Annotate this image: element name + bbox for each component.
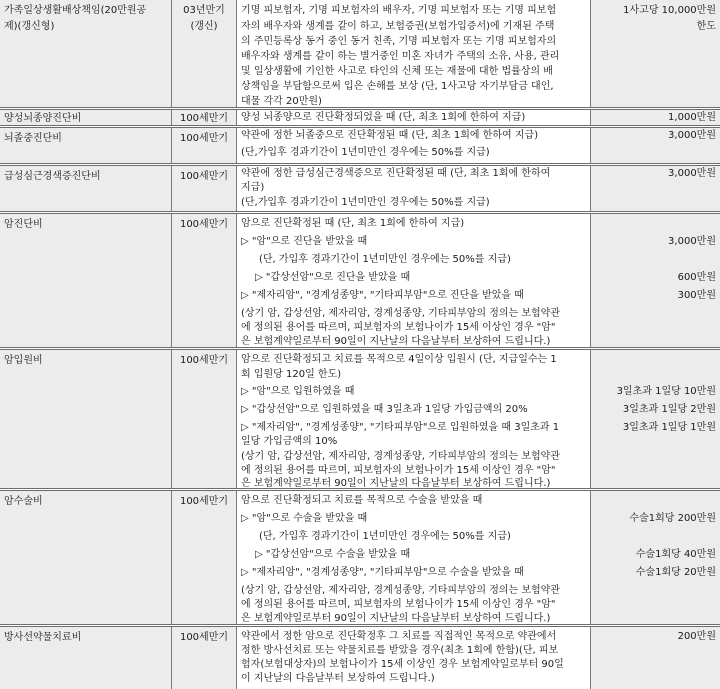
description-line: (상기 암, 갑상선암, 제자리암, 경계성종양, 기타피부암의 정의는 보험약관	[241, 451, 561, 462]
amount-cell	[591, 350, 720, 488]
description-line: 대물 각각 20만원)	[241, 96, 322, 107]
description-line: (단,가입후 경과기간이 1년미만인 경우에는 50%를 지급)	[241, 147, 490, 158]
amount-cell	[591, 166, 720, 211]
description-line: ▷ "암"으로 입원하였을 때	[241, 386, 355, 397]
period: 100세만기	[179, 496, 229, 507]
period-cell	[172, 491, 236, 624]
description-line: 상책임을 부담함으로써 입은 손해를 보상 (단, 1사고당 자기부담금 대인,	[241, 81, 554, 92]
amount: 3일초과 1일당 10만원	[616, 386, 716, 397]
description-line: 험자(보험대상자)의 보험나이가 15세 이상인 경우 보험계약일로부터 90일	[241, 659, 564, 670]
description-line: 암으로 진단확정된 때 (단, 최초 1회에 한하여 지급)	[241, 218, 465, 229]
amount: 3일초과 1일당 2만원	[622, 404, 716, 415]
description-cell	[237, 214, 590, 347]
description-line: 및 일상생활에 기인한 사고로 타인의 신체 또는 재물에 대한 법률상의 배	[241, 66, 553, 77]
description-line: ▷ "갑상선암"으로 입원하였을 때 3일초과 1일당 가입금액의 20%	[241, 404, 528, 415]
period: 100세만기	[179, 632, 229, 643]
period: 100세만기	[179, 219, 229, 230]
period-cell	[172, 166, 236, 211]
amount-cell	[591, 0, 720, 107]
amount-cell	[591, 110, 720, 125]
coverage-name: 암수술비	[4, 496, 43, 507]
description-line: 은 보험계약일로부터 90일이 지난날의 다음날부터 보상하여 드립니다.)	[241, 613, 551, 624]
description-line: (상기 암, 갑상선암, 제자리암, 경계성종양, 기타피부암의 정의는 보험약관	[241, 585, 561, 596]
description-line: (상기 암, 갑상선암, 제자리암, 경계성종양, 기타피부암의 정의는 보험약관	[241, 308, 561, 319]
coverage-name-cell	[0, 627, 171, 689]
period-cell	[172, 0, 236, 107]
amount: 수술1회당 20만원	[635, 567, 716, 578]
description-cell	[237, 627, 590, 689]
period: (갱신)	[190, 21, 218, 32]
description-line: ▷ "제자리암", "경계성종양", "기타피부암"으로 진단을 받았을 때	[241, 290, 524, 301]
coverage-name-cell	[0, 128, 171, 163]
description-line: 암으로 진단확정되고 치료를 목적으로 4일이상 입원시 (단, 지급일수는 1	[241, 354, 557, 365]
amount-cell	[591, 491, 720, 624]
description-line: ▷ "암"으로 진단을 받았을 때	[241, 236, 368, 247]
description-line: ▷ "갑상선암"으로 진단을 받았을 때	[255, 272, 411, 283]
description-line: 자의 배우자와 생계를 같이 하고, 보험증권(보험가입증서)에 기재된 주택	[241, 21, 555, 32]
description-cell	[237, 128, 590, 163]
period-cell	[172, 214, 236, 347]
amount: 3일초과 1일당 1만원	[622, 422, 716, 433]
coverage-name-cell	[0, 350, 171, 488]
description-line: 암으로 진단확정되고 치료를 목적으로 수술을 받았을 때	[241, 495, 483, 506]
period-cell	[172, 627, 236, 689]
description-line: 일당 가입금액의 10%	[241, 436, 338, 447]
amount: 200만원	[677, 631, 716, 642]
description-cell	[237, 110, 590, 125]
description-line: ▷ "암"으로 수술을 받았을 때	[241, 513, 368, 524]
description-line: ▷ "갑상선암"으로 수술을 받았을 때	[255, 549, 411, 560]
amount-cell	[591, 128, 720, 163]
amount-cell	[591, 214, 720, 347]
coverage-name: 뇌졸중진단비	[4, 133, 62, 144]
coverage-name: 제)(갱신형)	[4, 21, 55, 32]
description-line: 약관에서 정한 암으로 진단확정후 그 치료를 직접적인 목적으로 약관에서	[241, 631, 557, 642]
description-line: 배우자와 생계를 같이 하는 별거중인 미혼 자녀가 주택의 소유, 사용, 관리	[241, 51, 560, 62]
coverage-name: 양성뇌종양진단비	[4, 113, 82, 124]
amount: 3,000만원	[668, 236, 716, 247]
amount: 3,000만원	[668, 168, 716, 179]
amount: 1사고당 10,000만원	[623, 5, 716, 16]
coverage-name: 방사선약물치료비	[4, 632, 82, 643]
description-line: (단, 가입후 경과기간이 1년미만인 경우에는 50%를 지급)	[259, 254, 511, 265]
period-cell	[172, 110, 236, 125]
period-cell	[172, 350, 236, 488]
period: 100세만기	[179, 133, 229, 144]
description-line: 의 주민등록상 동거 중인 동거 친족, 기명 피보험자 또는 기명 피보험자의	[241, 36, 557, 47]
period: 100세만기	[179, 171, 229, 182]
coverage-name: 가족일상생활배상책임(20만원공	[4, 5, 147, 16]
description-line: 정한 방사선치료 또는 약물치료를 받았을 경우(최초 1회에 한함)(단, 피보	[241, 645, 559, 656]
amount: 수술1회당 40만원	[635, 549, 716, 560]
description-line: 회 입원당 120일 한도)	[241, 369, 342, 380]
description-line: ▷ "제자리암", "경계성종양", "기타피부암"으로 입원하였을 때 3일초과 1	[241, 422, 560, 433]
period: 100세만기	[179, 355, 229, 366]
description-line: 약관에 정한 뇌졸중으로 진단확정된 때 (단, 최초 1회에 한하여 지급)	[241, 130, 539, 141]
description-line: 기명 피보험자, 기명 피보험자의 배우자, 기명 피보험자 또는 기명 피보험	[241, 5, 557, 16]
coverage-name-cell	[0, 0, 171, 107]
period: 100세만기	[179, 113, 229, 124]
description-line: 에 정의된 용어를 따르며, 피보험자의 보험나이가 15세 이상인 경우 "암"	[241, 322, 556, 333]
coverage-name-cell	[0, 166, 171, 211]
amount: 한도	[696, 21, 716, 32]
description-cell	[237, 166, 590, 211]
coverage-name-cell	[0, 491, 171, 624]
amount: 300만원	[677, 290, 716, 301]
description-line: (단,가입후 경과기간이 1년미만인 경우에는 50%를 지급)	[241, 197, 490, 208]
description-line: 은 보험계약일로부터 90일이 지난날의 다음날부터 보상하여 드립니다.)	[241, 478, 551, 488]
period-cell	[172, 128, 236, 163]
amount-cell	[591, 627, 720, 689]
coverage-name: 암입원비	[4, 355, 43, 366]
period: 03년만기	[183, 5, 225, 16]
description-line: 이 지난날의 다음날부터 보상하여 드립니다.)	[241, 673, 435, 684]
description-line: 지급)	[241, 182, 265, 193]
coverage-name-cell	[0, 110, 171, 125]
description-cell	[237, 0, 590, 107]
coverage-name-cell	[0, 214, 171, 347]
description-cell	[237, 491, 590, 624]
description-line: (단, 가입후 경과기간이 1년미만인 경우에는 50%를 지급)	[259, 531, 511, 542]
description-line: 에 정의된 용어를 따르며, 피보험자의 보험나이가 15세 이상인 경우 "암"	[241, 599, 556, 610]
coverage-name: 암진단비	[4, 219, 43, 230]
description-cell	[237, 350, 590, 488]
description-line: ▷ "제자리암", "경계성종양", "기타피부암"으로 수술을 받았을 때	[241, 567, 524, 578]
amount: 600만원	[677, 272, 716, 283]
description-line: 에 정의된 용어를 따르며, 피보험자의 보험나이가 15세 이상인 경우 "암"	[241, 465, 556, 476]
description-line: 양성 뇌종양으로 진단확정되었을 때 (단, 최초 1회에 한하여 지급)	[241, 112, 526, 123]
amount: 3,000만원	[668, 130, 716, 141]
amount: 수술1회당 200만원	[629, 513, 716, 524]
description-line: 약관에 정한 급성심근경색증으로 진단확정된 때 (단, 최초 1회에 한하여	[241, 168, 551, 179]
coverage-name: 급성심근경색증진단비	[4, 171, 101, 182]
amount: 1,000만원	[668, 112, 716, 123]
description-line: 은 보험계약일로부터 90일이 지난날의 다음날부터 보상하여 드립니다.)	[241, 336, 551, 347]
